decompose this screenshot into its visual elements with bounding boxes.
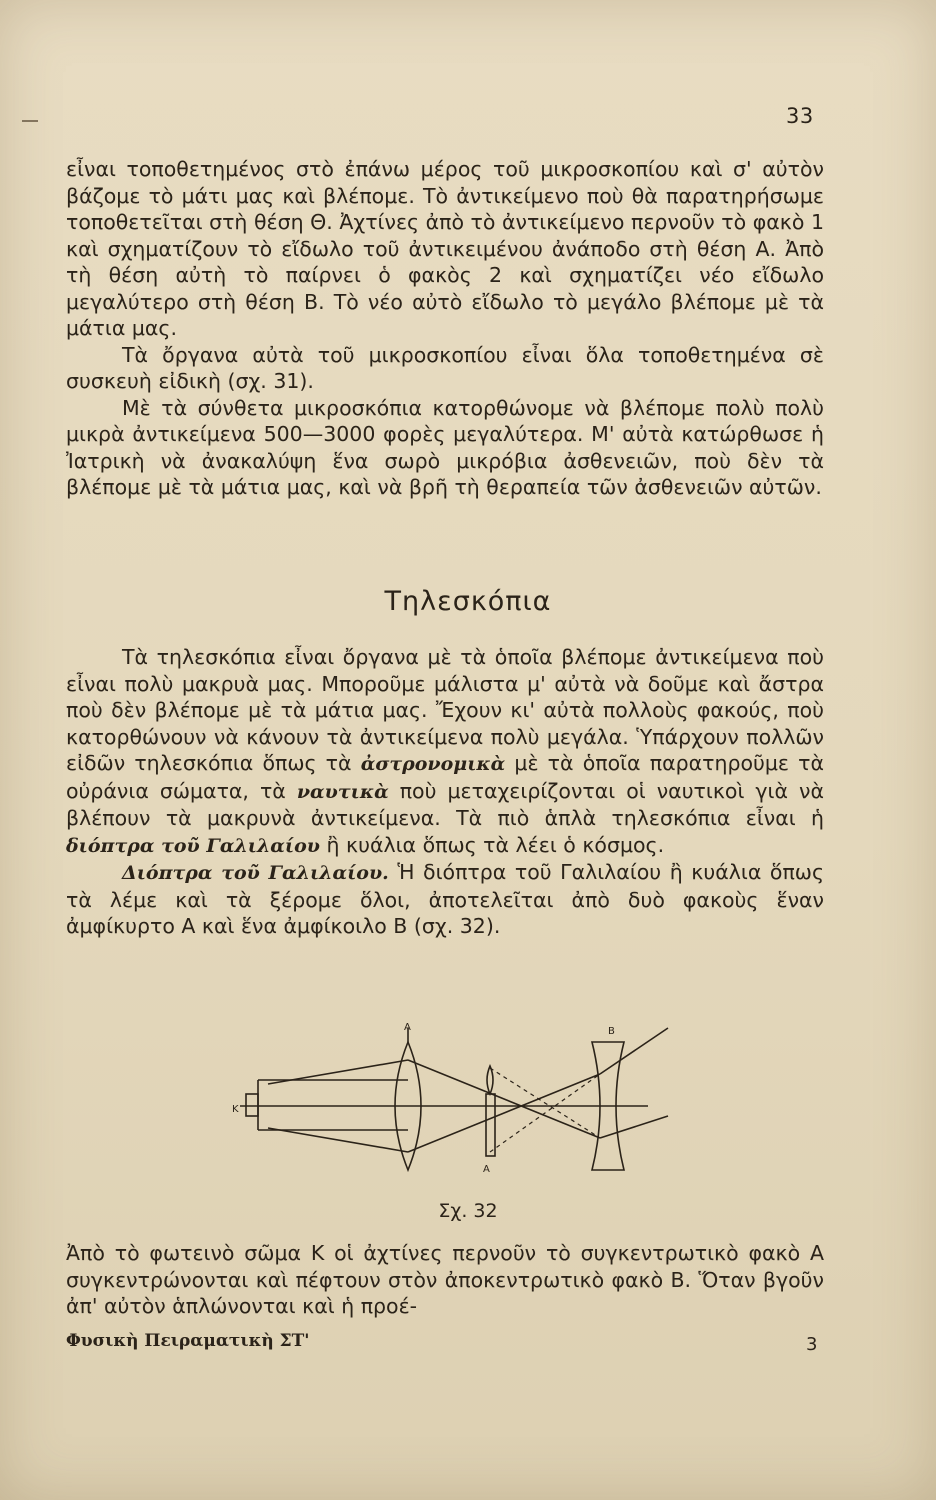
label-lens-b: B (608, 1026, 615, 1037)
light-source-box (246, 1094, 258, 1116)
outgoing-ray (600, 1116, 668, 1138)
footer-signature: 3 (806, 1334, 818, 1355)
ray (268, 1128, 408, 1152)
ray (408, 1060, 600, 1138)
paragraph (66, 644, 824, 859)
margin-mark (22, 120, 38, 122)
paragraph: Ἀπὸ τὸ φωτεινὸ σῶμα Κ οἱ ἀχτίνες περνοῦν τὸ συγκεντρωτικὸ φακὸ Α συγκεντρώνονται καὶ πέφτουν στὸν ἀποκεντρωτικὸ φακὸ Β. Ὅταν βγοῦν ἀπ' αὐτὸν ἁπλώνονται καὶ ἡ προέ- (66, 1241, 824, 1318)
telescope-text (66, 644, 824, 940)
text-run: Τὰ τηλεσκόπια εἶναι ὄργανα μὲ τὰ ὁποῖα βλέπομε ἀντικείμενα ποὺ εἶναι πολὺ μακρυὰ μας. Μποροῦμε μάλιστα μ' αὐτὰ νὰ δοῦμε καὶ ἄστρα ποὺ δὲν βλέπομε μὲ τὰ μάτια μας. Ἔχουν κι' αὐτὰ πολλοὺς φακούς, ποὺ κατορθώνουν νὰ κάνουν τὰ ἀντικείμενα πολὺ μεγάλα. Ὑπάρχουν πολλῶν εἰδῶν τηλεσκόπια ὅπως τὰ (66, 645, 824, 775)
text-run: μὲ τὰ ὁποῖα παρατηροῦμε τὰ οὐράνια σώματα, τὰ (66, 751, 824, 803)
footer-book-title: Φυσικὴ Πειραματικὴ ΣΤ' (66, 1331, 310, 1351)
term-nautical: ναυτικὰ (296, 780, 389, 803)
paragraph: εἶναι τοποθετημένος στὸ ἐπάνω μέρος τοῦ μικροσκοπίου καὶ σ' αὐτὸν βάζομε τὸ μάτι μας καὶ βλέπομε. Τὸ ἀντικείμενο ποὺ θὰ παρατηρήσωμε τοποθετεῖται στὴ θέση Θ. Ἀχτίνες ἀπὸ τὸ ἀντικείμενο περνοῦν τὸ φακὸ 1 καὶ σχηματίζουν τὸ εἴδωλο τοῦ ἀντικειμένου ἀνάποδο στὴ θέση Α. Ἀπὸ τὴ θέση αὐτὴ τὸ παίρνει ὁ φακὸς 2 καὶ σχηματίζει νέο εἴδωλο μεγαλύτερο στὴ θέση Β. Τὸ νέο αὐτὸ εἴδωλο τὸ μεγάλο βλέπομε μὲ τὰ μάτια μας. (66, 157, 824, 340)
paragraph-lead-term: Διόπτρα τοῦ Γαλιλαίου. (122, 862, 389, 884)
label-lens-a: A (404, 1022, 411, 1033)
figure-caption: Σχ. 32 (438, 1200, 498, 1222)
section-heading: Τηλεσκόπια (384, 586, 552, 617)
figure-explanation (66, 1240, 824, 1320)
candle-body (486, 1094, 495, 1156)
label-image: A (483, 1164, 490, 1175)
microscope-text (66, 156, 824, 501)
page-number: 33 (786, 104, 814, 128)
candle-flame (487, 1066, 493, 1094)
ray (408, 1074, 600, 1152)
term-galileo-dioptra: διόπτρα τοῦ Γαλιλαίου (66, 834, 320, 857)
text-run: ποὺ μεταχειρίζονται οἱ ναυτικοὶ γιὰ νὰ βλέπουν τὰ μακρυνὰ ἀντικείμενα. Τὰ πιὸ ἁπλὰ τηλεσκόπια εἶναι ἡ (66, 778, 824, 830)
paragraph: Τὰ ὄργανα αὐτὰ τοῦ μικροσκοπίου εἶναι ὅλα τοποθετημένα σὲ συσκευὴ εἰδικὴ (σχ. 31). (66, 342, 824, 393)
galilean-telescope-diagram (228, 1020, 688, 1190)
text-run: ἢ κυάλια ὅπως τὰ λέει ὁ κόσμος. (319, 832, 665, 857)
paragraph: Μὲ τὰ σύνθετα μικροσκόπια κατορθώνομε νὰ βλέπομε πολὺ πολὺ μικρὰ ἀντικείμενα 500—3000 φορὲς μεγαλύτερα. Μ' αὐτὰ κατώρθωσε ἡ Ἰατρικὴ νὰ ἀνακαλύψη ἕνα σωρὸ μικρόβια ἀσθενειῶν, ποὺ δὲν τὰ βλέπομε μὲ τὰ μάτια μας, καὶ νὰ βρῆ τὴ θεραπεία τῶν ἀσθενειῶν αὐτῶν. (66, 395, 824, 499)
virtual-ray (490, 1074, 600, 1152)
label-source-k: K (232, 1104, 239, 1115)
text-run: Ἡ διόπτρα τοῦ Γαλιλαίου ἢ κυάλια ὅπως τὰ λέμε καὶ τὰ ξέρομε ὅλοι, ἀποτελεῖται ἀπὸ δυὸ φακοὺς ἕναν ἀμφίκυρτο Α καὶ ἕνα ἀμφίκοιλο Β (σχ. 32). (66, 860, 824, 938)
term-astronomical: ἀστρονομικὰ (360, 753, 506, 775)
paragraph (66, 859, 824, 940)
virtual-ray (490, 1068, 600, 1138)
